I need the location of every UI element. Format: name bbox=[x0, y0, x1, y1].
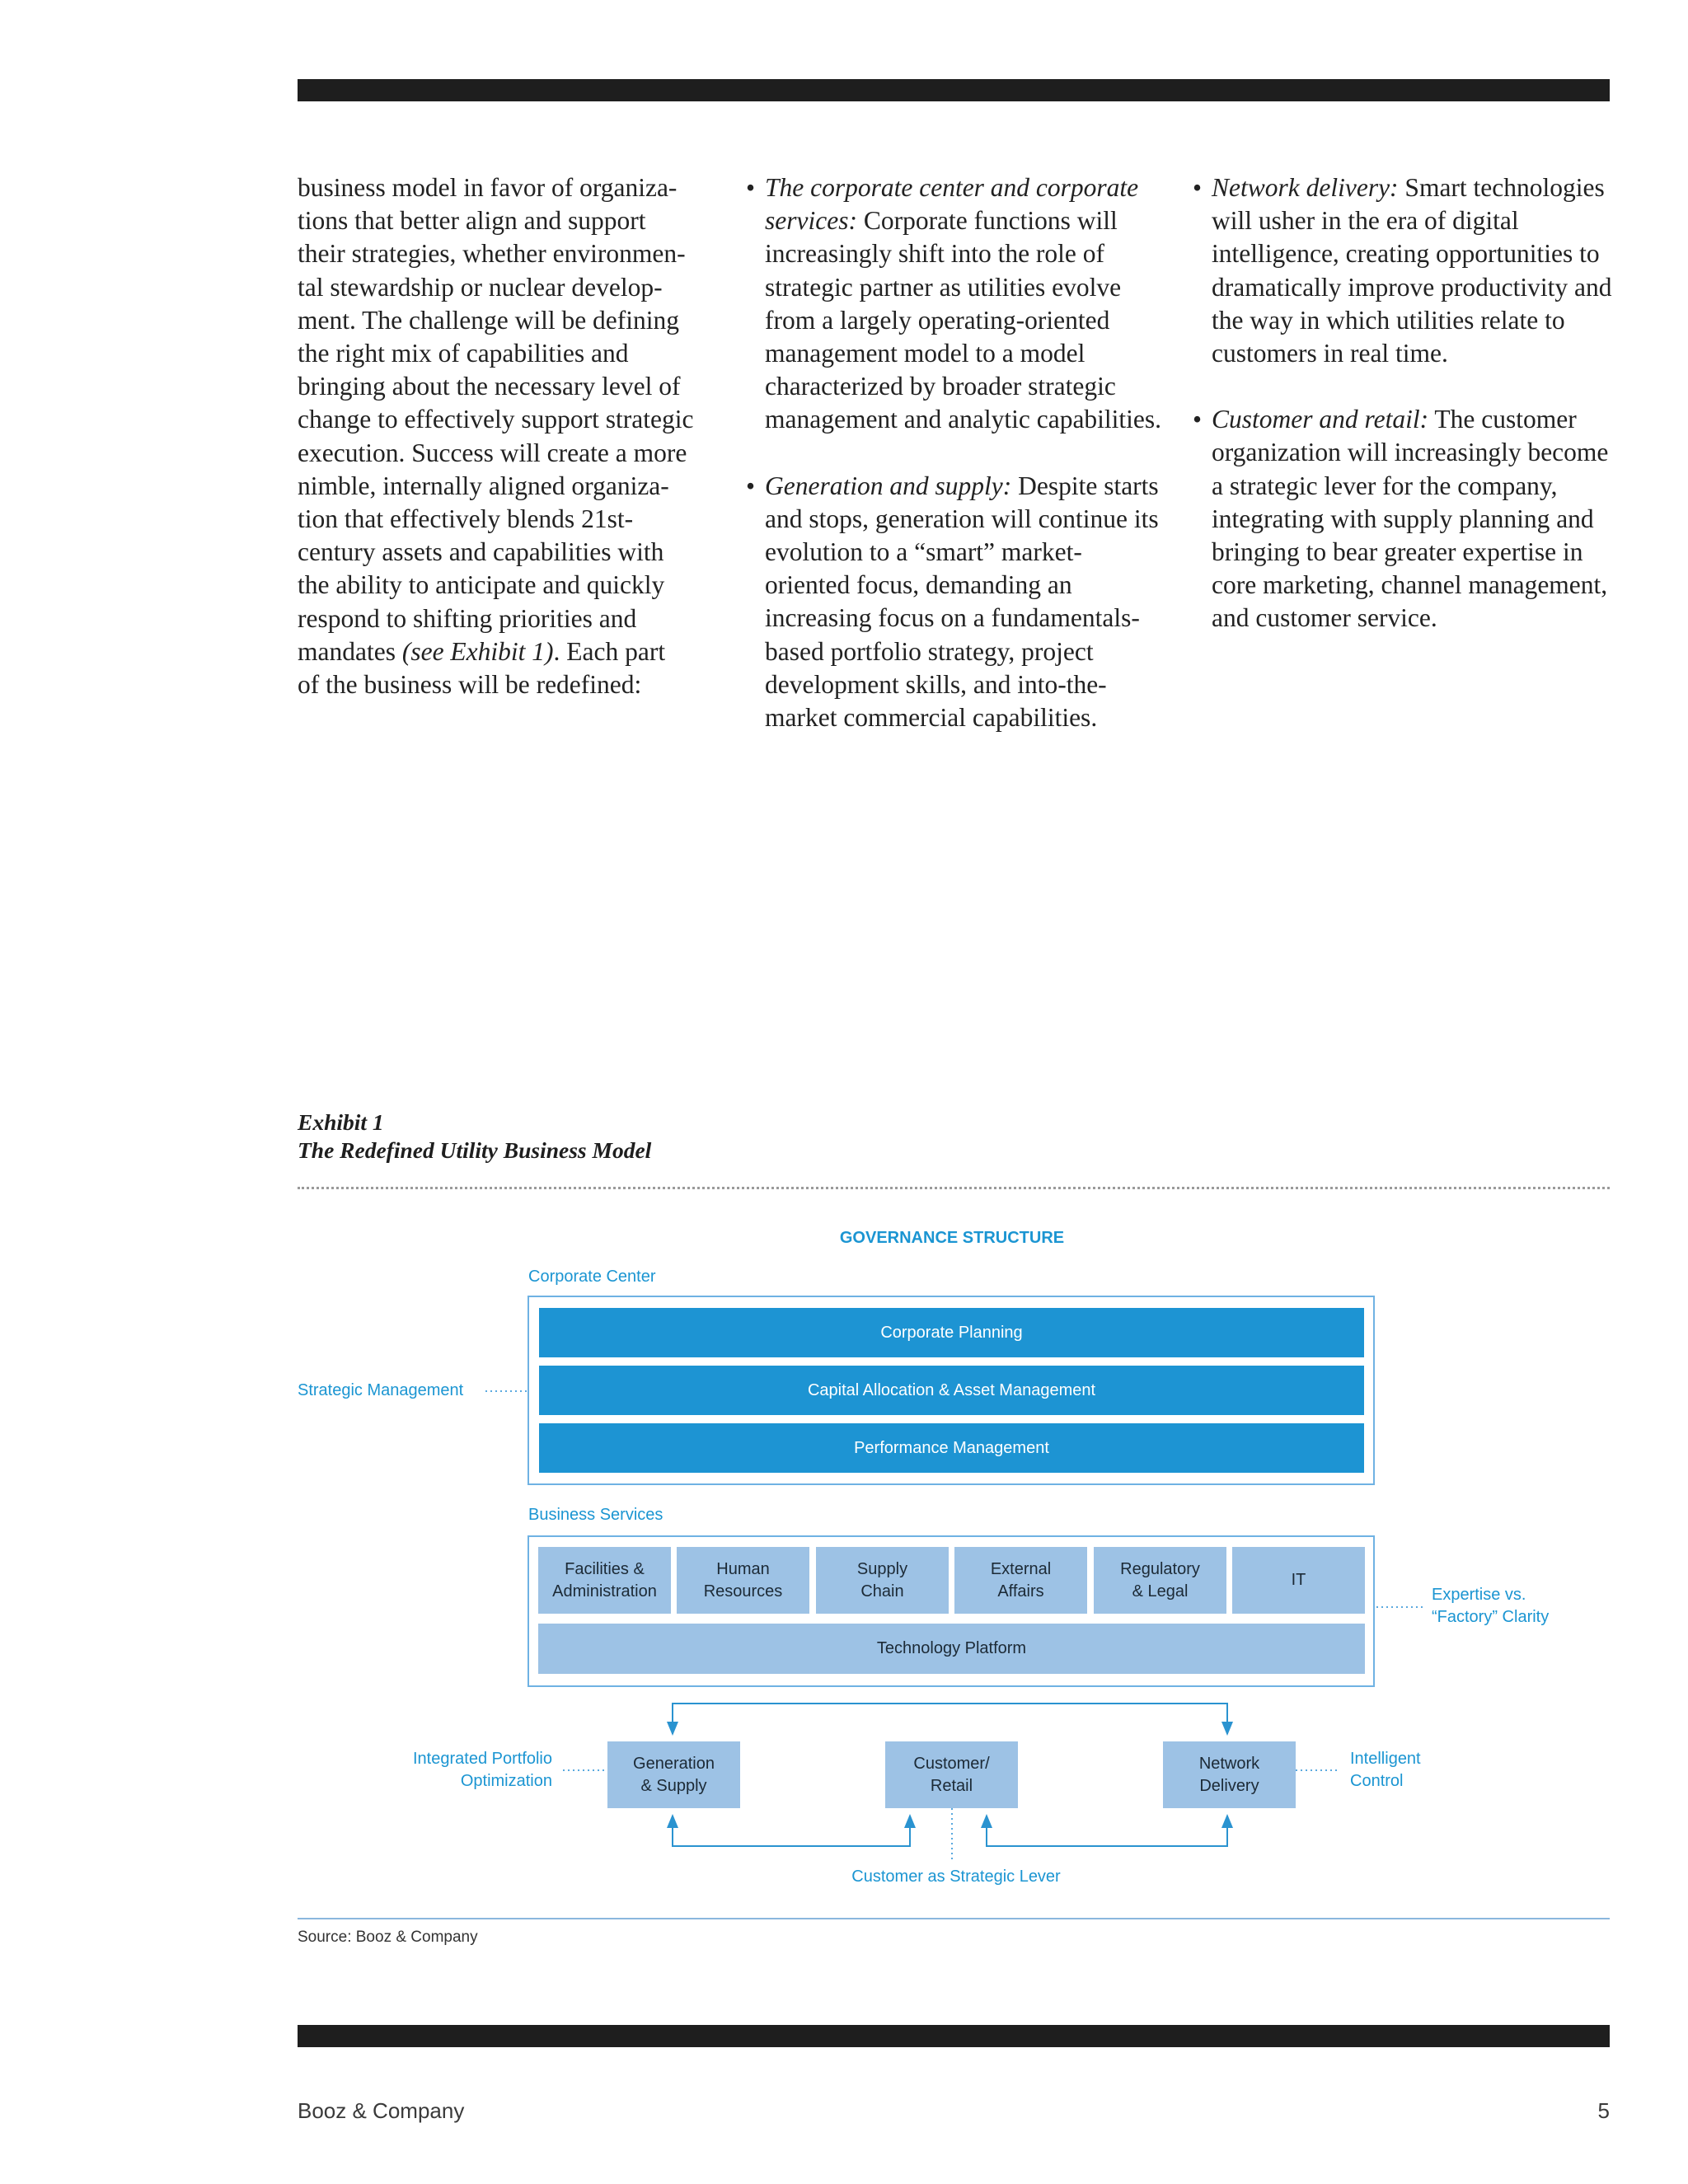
capital-allocation-bar: Capital Allocation & Asset Management bbox=[539, 1366, 1364, 1415]
customer-lever-label: Customer as Strategic Lever bbox=[851, 1868, 1061, 1886]
integrated-line: Integrated Portfolio bbox=[413, 1750, 552, 1768]
unit-line: Network bbox=[1198, 1754, 1260, 1773]
col1-line: the right mix of capabilities and bbox=[298, 339, 629, 368]
col1-line: century assets and capabilities with bbox=[298, 537, 664, 567]
arrow-up-generation bbox=[667, 1814, 678, 1828]
expertise-line: Expertise vs. bbox=[1432, 1586, 1526, 1604]
service-line: Administration bbox=[552, 1582, 657, 1601]
col1-line: bringing about the necessary level of bbox=[298, 372, 681, 401]
service-line: Supply bbox=[856, 1559, 908, 1578]
service-line: External bbox=[990, 1559, 1052, 1578]
bullet-text: The customer organization will increasingly become a strategic lever for the company, integrating with supply planning and bringing to bear greater expertise in core marketing, channel management, and customer service. bbox=[1212, 405, 1609, 633]
service-line: Affairs bbox=[997, 1582, 1044, 1601]
bottom-right-bracket-line bbox=[987, 1816, 1227, 1846]
unit-line: & Supply bbox=[640, 1776, 707, 1795]
col1-line: their strategies, whether environmen- bbox=[298, 239, 686, 269]
service-line: Human bbox=[716, 1559, 770, 1578]
bullet-text: Corporate functions will increasingly shift into the role of strategic partner as utilities evolve from a largely operating-oriented management model to a model characterized by broader strategic management and analytic capabilities. bbox=[765, 206, 1162, 434]
exhibit-title: The Redefined Utility Business Model bbox=[298, 1137, 652, 1163]
service-line: IT bbox=[1291, 1571, 1306, 1589]
exhibit-reference[interactable]: (see Exhibit 1) bbox=[401, 636, 554, 666]
bottom-left-bracket-line bbox=[673, 1816, 910, 1846]
bullet-title: The corporate center and corporate services: bbox=[765, 173, 1139, 236]
business-services-label: Business Services bbox=[528, 1506, 663, 1524]
arrow-up-network bbox=[1221, 1814, 1233, 1828]
col1-line: tion that effectively blends 21st- bbox=[298, 504, 634, 534]
bullet-title: Network delivery: bbox=[1212, 173, 1399, 202]
unit-line: Delivery bbox=[1199, 1776, 1259, 1795]
col1-line: business model in favor of organiza- bbox=[298, 173, 678, 202]
col1-line: the ability to anticipate and quickly bbox=[298, 570, 665, 600]
col1-text: . Each part bbox=[553, 636, 666, 666]
col1-line: change to effectively support strategic bbox=[298, 405, 694, 434]
bullet-text: Despite starts and stops, generation will continue its evolution to a “smart” market-oriented focus, demanding an increasing focus on a fundamentals-based portfolio strategy, project development skills, and into-the-market commercial capabilities. bbox=[765, 471, 1159, 733]
col1-line: ment. The challenge will be defining bbox=[298, 305, 680, 335]
col1-line: of the business will be redefined: bbox=[298, 670, 642, 700]
service-line: Chain bbox=[860, 1582, 904, 1601]
integrated-line: Optimization bbox=[460, 1772, 552, 1790]
exhibit-number: Exhibit 1 bbox=[298, 1109, 384, 1135]
col1-line: tal stewardship or nuclear develop- bbox=[298, 272, 663, 302]
strategic-management-label: Strategic Management bbox=[298, 1381, 464, 1399]
col1-line: execution. Success will create a more bbox=[298, 438, 687, 467]
arrow-up-customer-right bbox=[981, 1814, 992, 1828]
bullet-text: Smart technologies will usher in the era of digital intelligence, creating opportunities to dramatically improve productivity and the way in which utilities relate to customers in real time. bbox=[1212, 173, 1612, 368]
top-bracket-line bbox=[673, 1704, 1227, 1734]
corporate-planning-bar: Corporate Planning bbox=[539, 1308, 1364, 1357]
corporate-center-label: Corporate Center bbox=[528, 1268, 656, 1286]
service-line: Resources bbox=[703, 1582, 783, 1601]
page-number: 5 bbox=[1597, 2098, 1610, 2123]
intelligent-line: Control bbox=[1350, 1772, 1404, 1790]
unit-line: Generation bbox=[633, 1754, 715, 1773]
col1-line: respond to shifting priorities and bbox=[298, 603, 637, 633]
arrow-up-customer-left bbox=[904, 1814, 916, 1828]
governance-structure-label: GOVERNANCE STRUCTURE bbox=[839, 1229, 1065, 1247]
bottom-rule bbox=[298, 2025, 1610, 2047]
unit-line: Retail bbox=[930, 1776, 973, 1795]
bullet-title: Customer and retail: bbox=[1212, 405, 1429, 434]
exhibit-bottom-divider bbox=[298, 1918, 1610, 1919]
col1-line: tions that better align and support bbox=[298, 206, 646, 236]
service-line: & Legal bbox=[1132, 1582, 1189, 1601]
footer-company: Booz & Company bbox=[298, 2098, 465, 2123]
expertise-line: “Factory” Clarity bbox=[1432, 1608, 1550, 1626]
service-line: Regulatory bbox=[1120, 1559, 1200, 1578]
performance-management-bar: Performance Management bbox=[539, 1423, 1364, 1473]
intelligent-line: Intelligent bbox=[1350, 1750, 1421, 1768]
arrow-down-generation bbox=[667, 1722, 678, 1736]
col1-text: mandates bbox=[298, 636, 402, 666]
col1-line: nimble, internally aligned organiza- bbox=[298, 471, 669, 500]
arrow-down-network bbox=[1221, 1722, 1233, 1736]
source-note: Source: Booz & Company bbox=[298, 1929, 478, 1946]
bullet-title: Generation and supply: bbox=[765, 471, 1012, 500]
service-line: Facilities & bbox=[565, 1559, 645, 1578]
unit-line: Customer/ bbox=[913, 1754, 990, 1773]
technology-platform-bar: Technology Platform bbox=[538, 1624, 1365, 1674]
